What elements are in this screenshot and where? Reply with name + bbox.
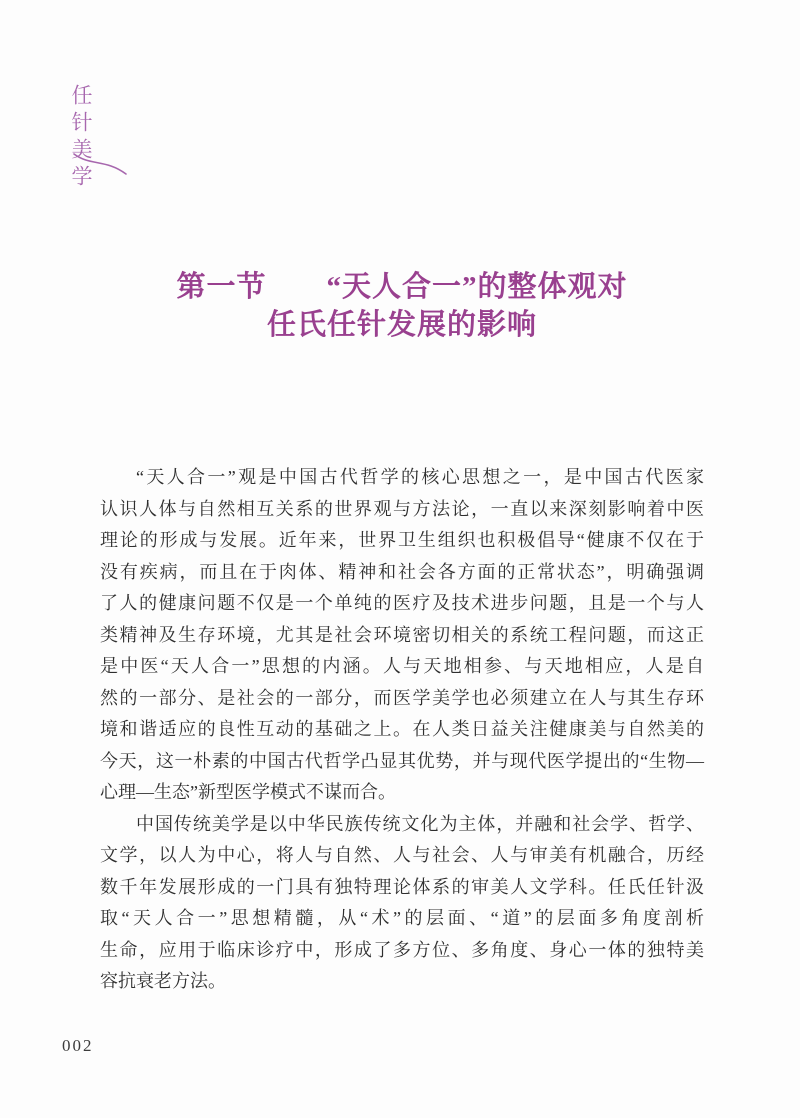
body-line: 取“天人合一”思想精髓，从“术”的层面、“道”的层面多角度剖析 bbox=[100, 908, 704, 928]
body-line: 是中医“天人合一”思想的内涵。人与天地相参、与天地相应，人是自 bbox=[100, 656, 704, 676]
body-line: 没有疾病，而且在于肉体、精神和社会各方面的正常状态”，明确强调 bbox=[100, 561, 704, 582]
body-line: 心理—生态”新型医学模式不谋而合。 bbox=[100, 782, 396, 802]
body-line: 今天，这一朴素的中国古代哲学凸显其优势，并与现代医学提出的“生物— bbox=[100, 750, 704, 771]
section-heading-line1: 第一节 “天人合一”的整体观对 bbox=[176, 271, 628, 303]
body-line: 境和谐适应的良性互动的基础之上。在人类日益关注健康美与自然美的 bbox=[100, 719, 704, 739]
body-line: 容抗衰老方法。 bbox=[100, 971, 226, 991]
body-line: 类精神及生存环境，尤其是社会环境密切相关的系统工程问题，而这正 bbox=[100, 624, 704, 645]
body-line: 理论的形成与发展。近年来，世界卫生组织也积极倡导“健康不仅在于 bbox=[100, 530, 704, 550]
body-line: 数千年发展形成的一门具有独特理论体系的审美人文学科。任氏任针汲 bbox=[100, 876, 704, 897]
body-line: 了人的健康问题不仅是一个单纯的医疗及技术进步问题，且是一个与人 bbox=[100, 593, 704, 613]
section-heading-line2: 任氏任针发展的影响 bbox=[266, 309, 537, 341]
body-line: 生命，应用于临床诊疗中，形成了多方位、多角度、身心一体的独特美 bbox=[100, 939, 704, 960]
body-text bbox=[100, 462, 704, 998]
section-heading bbox=[100, 268, 704, 344]
paragraph-2 bbox=[100, 809, 704, 998]
body-line: 中国传统美学是以中华民族传统文化为主体，并融和社会学、哲学、 bbox=[136, 813, 704, 834]
body-line: 认识人体与自然相互关系的世界观与方法论，一直以来深刻影响着中医 bbox=[100, 498, 704, 519]
page-number: 002 bbox=[62, 1036, 94, 1055]
body-line: “天人合一”观是中国古代哲学的核心思想之一，是中国古代医家 bbox=[136, 467, 704, 487]
body-line: 文学，以人为中心，将人与自然、人与社会、人与审美有机融合，历经 bbox=[100, 845, 704, 865]
spine-title: 任针美学 bbox=[69, 84, 93, 192]
paragraph-1 bbox=[100, 462, 704, 809]
body-line: 然的一部分、是社会的一部分，而医学美学也必须建立在人与其生存环 bbox=[100, 687, 704, 708]
